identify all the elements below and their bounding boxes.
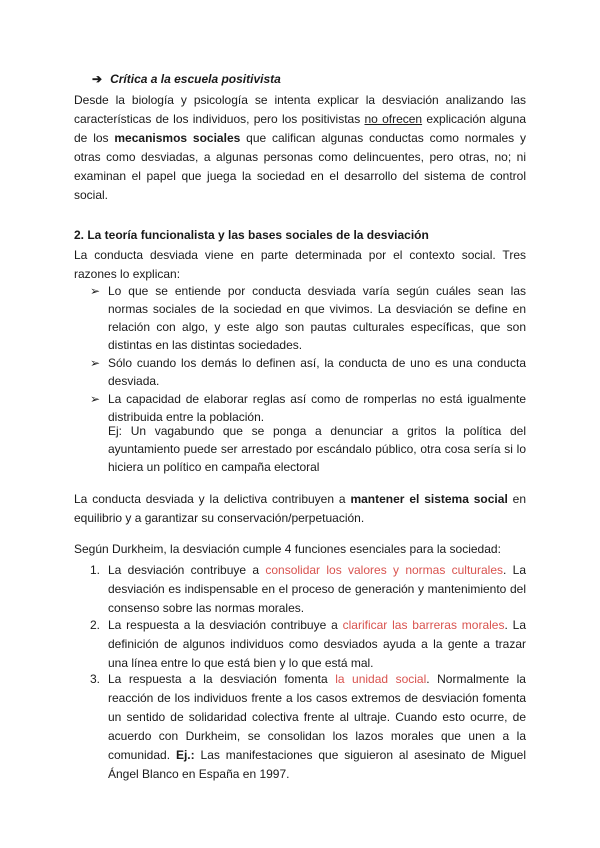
list-item: La desviación contribuye a consolidar los valores y normas culturales. La desviación es indispensable en el proceso de generación y mantenimiento del consenso sobre las normas morales.	[108, 563, 526, 615]
example-text: Ej: Un vagabundo que se ponga a denunciar a gritos la política del ayuntamiento puede ser arrestado por escándalo público, otra cosa sería si lo hiciera un político en campaña electoral	[108, 424, 526, 474]
list-item: La respuesta a la desviación contribuye a clarificar las barreras morales. La definición de algunos individuos como desviados ayuda a la gente a trazar una línea entre lo que está bien y lo que está mal.	[108, 618, 526, 670]
section-heading-funcionalista: 2. La teoría funcionalista y las bases sociales de la desviación	[74, 228, 429, 242]
list-number: 1.	[90, 563, 101, 577]
paragraph-sistema-social: La conducta desviada y la delictiva contribuyen a mantener el sistema social en equilibrio y a garantizar su conservación/perpetuación.	[74, 492, 526, 525]
bullet-item: Sólo cuando los demás lo definen así, la conducta de uno es una conducta desviada.	[108, 356, 526, 388]
section-heading-critica: ➔ Crítica a la escuela positivista	[92, 72, 281, 86]
paragraph-positivista: Desde la biología y psicología se intenta explicar la desviación analizando las características de los individuos, pero los positivistas no ofrecen explicación alguna de los mecanismos sociales que califican algunas conductas como normales y otras como desviadas, a algunas personas como delincuentes, pero otras, no; ni examinan el papel que juega la sociedad en el desarrollo del sistema de control social.	[74, 93, 526, 202]
list-number: 2.	[90, 618, 101, 632]
paragraph-durkheim: Según Durkheim, la desviación cumple 4 funciones esenciales para la sociedad:	[74, 542, 501, 556]
list-number: 3.	[90, 672, 101, 686]
bullet-icon: ➢	[90, 356, 101, 370]
list-item: La respuesta a la desviación fomenta la unidad social. Normalmente la reacción de los individuos frente a los casos extremos de desviación fomenta un sentido de solidaridad colectiva frente al ultraje. Cuando esto ocurre, de acuerdo con Durkheim, se consolidan los lazos morales que unen a la comunidad. Ej.: Las manifestaciones que siguieron al asesinato de Miguel Ángel Blanco en España en 1997.	[108, 672, 527, 781]
paragraph-intro: La conducta desviada viene en parte determinada por el contexto social. Tres razones lo explican:	[74, 248, 526, 281]
bullet-item: Lo que se entiende por conducta desviada varía según cuáles sean las normas sociales de la sociedad en que vivimos. La desviación se define en relación con algo, y este algo son pautas culturales específicas, que son distintas en las distintas sociedades.	[108, 284, 526, 352]
bullet-icon: ➢	[90, 392, 101, 406]
bullet-item: La capacidad de elaborar reglas así como de romperlas no está igualmente distribuida entre la población.	[108, 392, 526, 424]
bullet-icon: ➢	[90, 284, 101, 298]
arrow-icon: ➔	[92, 72, 103, 86]
